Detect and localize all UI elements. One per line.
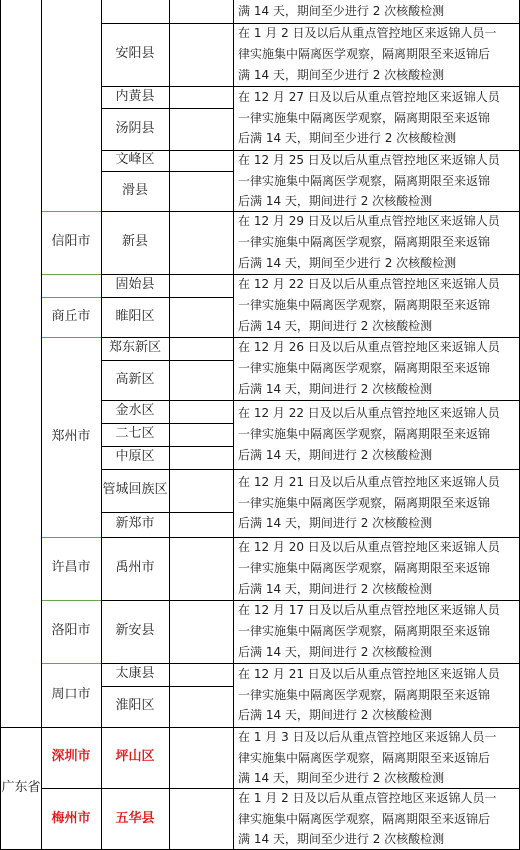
notice-line: 后满 14 天，期间进行 2 次核酸检测 — [238, 581, 433, 596]
cell-label: 淮阳区 — [115, 698, 155, 714]
district-cell — [101, 537, 169, 600]
row-divider — [42, 537, 102, 538]
cell-label: 中原区 — [115, 449, 155, 465]
cell-label: 太康县 — [115, 666, 155, 682]
row-divider — [101, 297, 234, 298]
cell-label: 固始县 — [115, 277, 155, 293]
column-divider — [169, 0, 170, 850]
quarantine-notice — [233, 600, 518, 663]
quarantine-notice — [233, 0, 518, 23]
city-cell — [41, 788, 101, 850]
district-cell — [101, 663, 169, 686]
district-cell — [101, 727, 169, 788]
cell-label: 新安县 — [115, 623, 155, 639]
row-divider — [101, 171, 234, 172]
notice-line: 在 12 月 26 日及以后从重点管控地区来返锦人员 — [238, 340, 500, 355]
cell-label: 安阳县 — [115, 46, 155, 62]
notice-line: 一律实施集中隔离医学观察，隔离期限至来返锦 — [238, 173, 491, 188]
notice-line: 一律实施集中隔离医学观察，隔离期限至来返锦 — [238, 495, 491, 510]
cell-label: 深圳市 — [51, 749, 91, 765]
row-divider — [101, 727, 234, 728]
notice-line: 律实施集中隔离医学观察，隔离期限至来返锦后 — [238, 47, 491, 62]
district-cell — [101, 512, 169, 537]
row-divider — [42, 663, 102, 664]
notice-line: 在 1 月 2 日及以后从重点管控地区来返锦人员一 — [238, 26, 497, 41]
district-cell — [101, 423, 169, 446]
row-divider — [233, 663, 519, 664]
city-cell — [41, 537, 101, 600]
cell-label: 睢阳区 — [115, 308, 155, 324]
notice-line: 后满 14 天，期间至少进行 2 次核酸检测 — [238, 131, 457, 146]
row-divider — [101, 150, 234, 151]
notice-line: 后满 14 天，期间进行 2 次核酸检测 — [238, 708, 433, 723]
row-divider — [233, 337, 519, 338]
notice-line: 在 12 月 29 日及以后从重点管控地区来返锦人员 — [238, 214, 500, 229]
row-divider — [101, 23, 234, 24]
notice-line: 在 12 月 25 日及以后从重点管控地区来返锦人员 — [238, 153, 500, 167]
district-cell — [101, 211, 169, 274]
row-divider — [233, 600, 519, 601]
row-divider — [101, 108, 234, 109]
row-divider — [101, 86, 234, 87]
row-divider — [101, 469, 234, 470]
row-divider — [101, 600, 234, 601]
row-divider — [101, 274, 234, 275]
quarantine-notice — [233, 727, 518, 788]
row-divider — [41, 788, 102, 789]
notice-line: 在 1 月 2 日及以后从重点管控地区来返锦人员一 — [238, 791, 497, 805]
city-cell — [41, 211, 101, 274]
row-divider — [233, 86, 519, 87]
district-cell — [101, 446, 169, 469]
district-cell — [101, 400, 169, 423]
notice-line: 满 14 天，期间至少进行 2 次核酸检测 — [238, 3, 445, 18]
notice-line: 在 12 月 22 日及以后从重点管控地区来返锦人员 — [238, 406, 500, 421]
row-divider — [101, 337, 234, 338]
notice-line: 后满 14 天，期间进行 2 次核酸检测 — [238, 381, 433, 396]
district-cell — [101, 86, 169, 108]
cell-label: 信阳市 — [51, 234, 91, 250]
quarantine-notice — [233, 469, 518, 537]
cell-label: 梅州市 — [51, 810, 91, 826]
row-divider — [101, 400, 234, 401]
cell-label: 滑县 — [121, 182, 148, 198]
notice-line: 在 12 月 20 日及以后从重点管控地区来返锦人员 — [238, 540, 500, 555]
row-divider — [1, 727, 42, 728]
cell-label: 郑东新区 — [108, 340, 161, 356]
row-divider — [233, 469, 519, 470]
row-divider — [42, 211, 102, 212]
row-divider — [233, 727, 519, 728]
notice-line: 在 12 月 22 日及以后从重点管控地区来返锦人员 — [238, 277, 500, 292]
row-divider — [101, 663, 234, 664]
cell-label: 新县 — [121, 234, 148, 250]
column-divider — [101, 0, 102, 850]
cell-label: 郑州市 — [51, 428, 91, 444]
district-cell — [101, 297, 169, 337]
notice-line: 满 14 天，期间至少进行 2 次核酸检测 — [238, 832, 445, 847]
row-divider — [42, 600, 102, 601]
notice-line: 律实施集中隔离医学观察，隔离期限至来返锦后 — [238, 750, 491, 765]
cell-label: 广东省 — [1, 780, 41, 796]
row-divider — [101, 788, 234, 789]
quarantine-notice — [233, 537, 518, 600]
cell-label: 二七区 — [115, 426, 155, 442]
row-divider — [233, 537, 519, 538]
notice-line: 一律实施集中隔离医学观察，隔离期限至来返锦 — [238, 298, 491, 313]
city-cell — [41, 663, 101, 727]
city-cell — [41, 297, 101, 337]
notice-line: 后满 14 天，期间进行 2 次核酸检测 — [238, 318, 433, 333]
notice-line: 在 12 月 21 日及以后从重点管控地区来返锦人员 — [238, 474, 500, 489]
province-cell — [1, 727, 41, 850]
notice-line: 后满 14 天，期间进行 2 次核酸检测 — [238, 447, 433, 462]
row-divider — [233, 211, 519, 212]
notice-line: 一律实施集中隔离医学观察，隔离期限至来返锦 — [238, 687, 491, 702]
notice-line: 一律实施集中隔离医学观察，隔离期限至来返锦 — [238, 561, 491, 576]
quarantine-notice — [233, 663, 518, 727]
row-divider — [41, 727, 102, 728]
row-divider — [42, 297, 102, 298]
district-cell — [101, 150, 169, 171]
district-cell — [101, 360, 169, 400]
cell-label: 汤阴县 — [115, 120, 155, 136]
notice-line: 一律实施集中隔离医学观察，隔离期限至来返锦 — [238, 110, 491, 125]
row-divider — [101, 423, 234, 424]
notice-line: 在 1 月 3 日及以后从重点管控地区来返锦人员一 — [238, 730, 497, 744]
cell-label: 新郑市 — [115, 516, 155, 532]
district-cell — [101, 23, 169, 86]
row-divider — [101, 211, 234, 212]
notice-line: 在 12 月 17 日及以后从重点管控地区来返锦人员 — [238, 603, 500, 618]
row-divider — [101, 446, 234, 447]
notice-line: 后满 14 天，期间进行 2 次核酸检测 — [238, 516, 433, 531]
row-divider — [233, 274, 519, 275]
cell-label: 五华县 — [115, 810, 155, 826]
row-divider — [42, 337, 102, 338]
quarantine-notice — [233, 274, 518, 337]
cell-label: 许昌市 — [51, 560, 91, 576]
row-divider — [101, 512, 234, 513]
row-divider — [101, 537, 234, 538]
cell-label: 坪山区 — [115, 749, 155, 765]
cell-label: 高新区 — [115, 371, 155, 387]
quarantine-notice — [233, 23, 518, 86]
notice-line: 后满 14 天，期间进行 2 次核酸检测 — [238, 194, 433, 209]
notice-line: 在 12 月 27 日及以后从重点管控地区来返锦人员 — [238, 89, 500, 104]
notice-line: 满 14 天，期间至少进行 2 次核酸检测 — [238, 67, 445, 82]
cell-label: 洛阳市 — [51, 623, 91, 639]
city-cell — [41, 727, 101, 788]
row-divider — [233, 23, 519, 24]
row-divider — [42, 274, 102, 275]
quarantine-notice — [233, 150, 518, 211]
column-divider — [233, 0, 234, 850]
city-cell — [41, 337, 101, 537]
notice-line: 一律实施集中隔离医学观察，隔离期限至来返锦 — [238, 624, 491, 639]
district-cell — [101, 274, 169, 297]
notice-line: 一律实施集中隔离医学观察，隔离期限至来返锦 — [238, 427, 491, 442]
district-cell — [101, 600, 169, 663]
notice-line: 后满 14 天，期间进行 2 次核酸检测 — [238, 644, 433, 659]
cell-label: 金水区 — [115, 403, 155, 419]
district-cell — [101, 171, 169, 211]
district-cell — [101, 337, 169, 360]
notice-line: 一律实施集中隔离医学观察，隔离期限至来返锦 — [238, 235, 491, 250]
quarantine-notice — [233, 788, 518, 850]
notice-line: 在 12 月 21 日及以后从重点管控地区来返锦人员 — [238, 666, 500, 681]
quarantine-notice — [233, 86, 518, 150]
district-cell — [101, 469, 169, 512]
district-cell — [101, 108, 169, 150]
cell-label: 周口市 — [51, 686, 91, 702]
cell-label: 内黄县 — [115, 88, 155, 104]
district-cell — [101, 686, 169, 727]
cell-label: 商丘市 — [51, 308, 91, 324]
column-divider — [0, 0, 1, 850]
notice-line: 满 14 天，期间至少进行 2 次核酸检测 — [238, 771, 445, 786]
row-divider — [233, 150, 519, 151]
cell-label: 管城回族区 — [102, 482, 168, 498]
row-divider — [233, 400, 519, 401]
notice-line: 后满 14 天，期间至少进行 2 次核酸检测 — [238, 255, 457, 270]
district-cell — [101, 788, 169, 850]
row-divider — [233, 788, 519, 789]
cell-label: 文峰区 — [115, 152, 155, 168]
notice-line: 一律实施集中隔离医学观察，隔离期限至来返锦 — [238, 361, 491, 376]
quarantine-notice — [233, 211, 518, 274]
quarantine-notice — [233, 337, 518, 400]
quarantine-notice — [233, 400, 518, 469]
row-divider — [101, 686, 234, 687]
row-divider — [101, 360, 234, 361]
cell-label: 禹州市 — [115, 560, 155, 576]
city-cell — [41, 600, 101, 663]
column-divider — [41, 0, 42, 850]
notice-line: 律实施集中隔离医学观察，隔离期限至来返锦后 — [238, 811, 491, 826]
